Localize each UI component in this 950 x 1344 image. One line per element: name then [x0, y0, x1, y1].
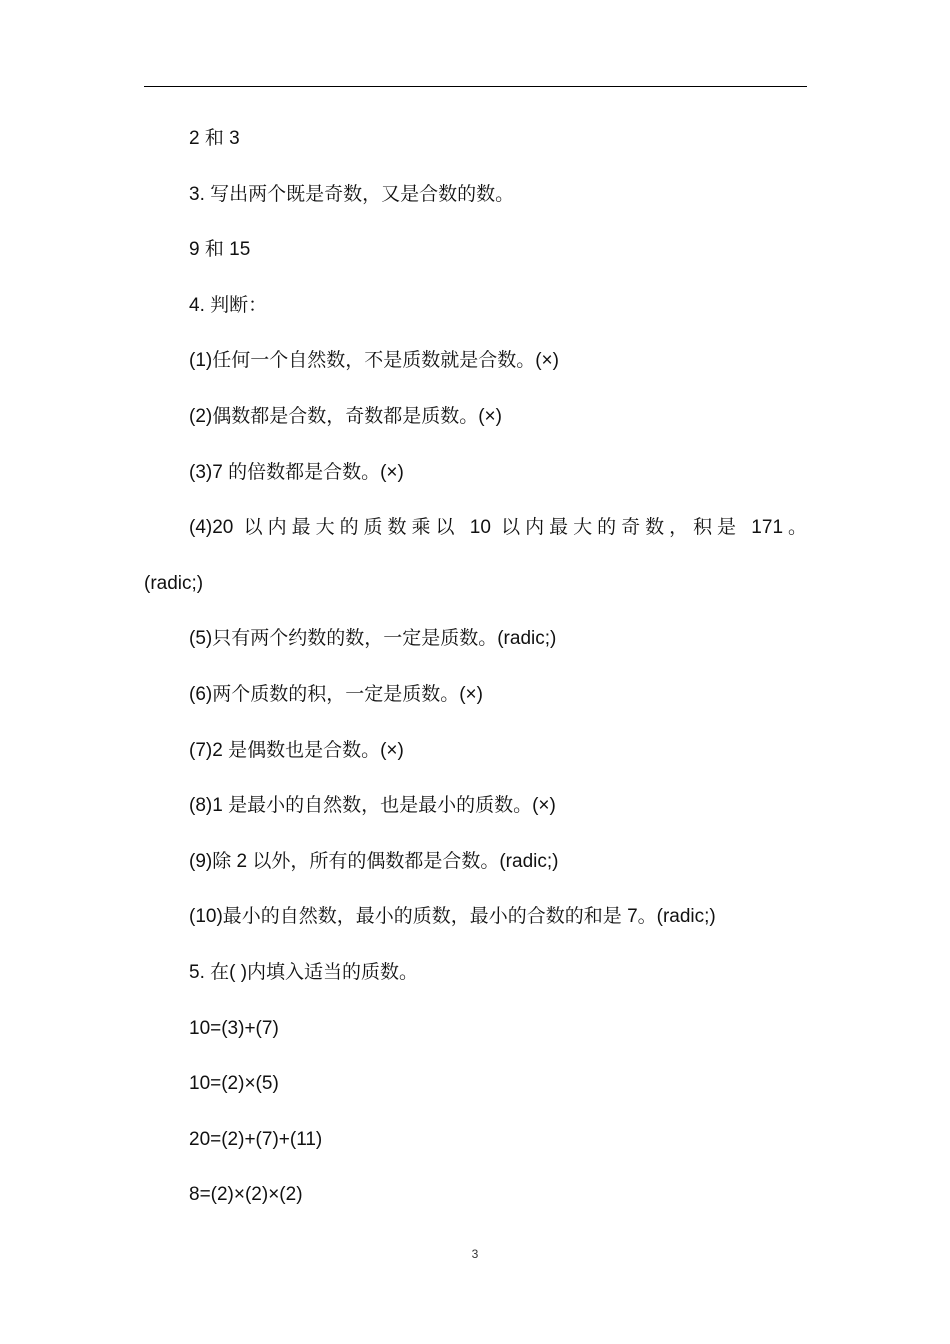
text-line: (radic;): [144, 572, 204, 594]
text-line: (6)两个质数的积，一定是质数。(×): [189, 683, 483, 705]
text-line: (7)2 是偶数也是合数。(×): [189, 739, 404, 761]
text-line: (10)最小的自然数，最小的质数，最小的合数的和是 7。(radic;): [189, 906, 716, 928]
text-line: (3)7 的倍数都是合数。(×): [189, 461, 404, 483]
text-line: (4)20 以内最大的质数乘以 10 以内最大的奇数，积是 171。: [189, 517, 807, 539]
text-line: 3. 写出两个既是奇数，又是合数的数。: [189, 183, 515, 205]
text-line: (8)1 是最小的自然数，也是最小的质数。(×): [189, 795, 556, 817]
text-line: 20=(2)+(7)+(11): [189, 1128, 323, 1150]
text-line: 10=(2)×(5): [189, 1073, 279, 1095]
text-line: 2 和 3: [189, 128, 240, 149]
text-line: 8=(2)×(2)×(2): [189, 1184, 303, 1206]
text-line: (1)任何一个自然数，不是质数就是合数。(×): [189, 350, 559, 372]
page-content: [144, 120, 807, 1232]
text-line: (9)除 2 以外，所有的偶数都是合数。(radic;): [189, 850, 559, 872]
text-line: (2)偶数都是合数，奇数都是质数。(×): [189, 405, 502, 427]
text-line: 10=(3)+(7): [189, 1017, 279, 1039]
text-line: 5. 在( )内填入适当的质数。: [189, 961, 419, 983]
page-number: 3: [471, 1247, 479, 1261]
header-rule: [144, 86, 807, 87]
text-line: 4. 判断：: [189, 294, 268, 316]
text-line: (5)只有两个约数的数，一定是质数。(radic;): [189, 628, 557, 650]
text-line: 9 和 15: [189, 239, 251, 261]
